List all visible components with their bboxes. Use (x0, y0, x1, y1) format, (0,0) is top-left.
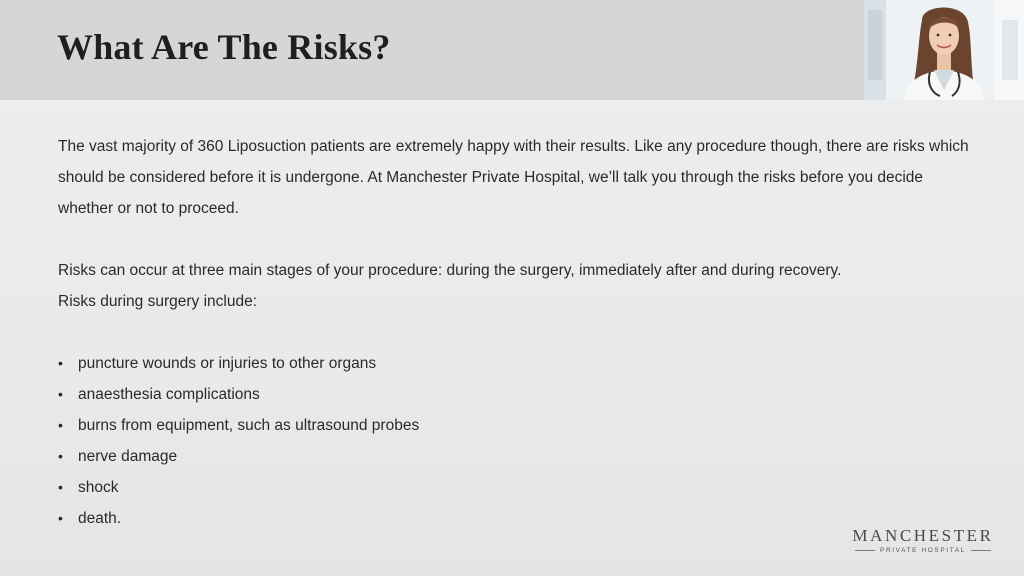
slide-body (58, 131, 978, 534)
bullet-icon: • (58, 448, 63, 464)
bullet-icon: • (58, 510, 63, 526)
list-item (58, 472, 978, 503)
intro-paragraph: The vast majority of 360 Liposuction patients are extremely happy with their results. Like any procedure though, there are risks which should be considered before it is undergone. At Manchester Private Hospital, we’ll talk you through the risks before you decide whether or not to proceed. (58, 138, 969, 217)
doctor-photo (864, 0, 1024, 100)
hospital-logo (848, 526, 998, 554)
bullet-icon: • (58, 386, 63, 402)
list-item-text: death. (78, 510, 122, 527)
bullet-icon: • (58, 355, 63, 371)
list-item (58, 379, 978, 410)
list-item-text: anaesthesia complications (78, 386, 260, 403)
divider (855, 550, 875, 551)
logo-subtitle: PRIVATE HOSPITAL (880, 547, 966, 554)
list-item (58, 348, 978, 379)
risk-list (58, 348, 978, 534)
list-item-text: nerve damage (78, 448, 178, 465)
slide-title: What Are The Risks? (57, 27, 391, 67)
list-item (58, 503, 978, 534)
logo-name: MANCHESTER (852, 526, 994, 545)
spacer (58, 317, 978, 348)
bullet-icon: • (58, 417, 63, 433)
list-item-text: burns from equipment, such as ultrasound probes (78, 417, 420, 434)
stages-paragraph: Risks can occur at three main stages of your procedure: during the surgery, immediately after and during recovery. (58, 262, 842, 279)
risks-intro: Risks during surgery include: (58, 293, 258, 310)
logo-subtitle-row (848, 547, 998, 554)
list-item-text: shock (78, 479, 119, 496)
list-item (58, 410, 978, 441)
list-item-text: puncture wounds or injuries to other organs (78, 355, 377, 372)
divider (971, 550, 991, 551)
list-item (58, 441, 978, 472)
spacer (58, 224, 978, 255)
bullet-icon: • (58, 479, 63, 495)
